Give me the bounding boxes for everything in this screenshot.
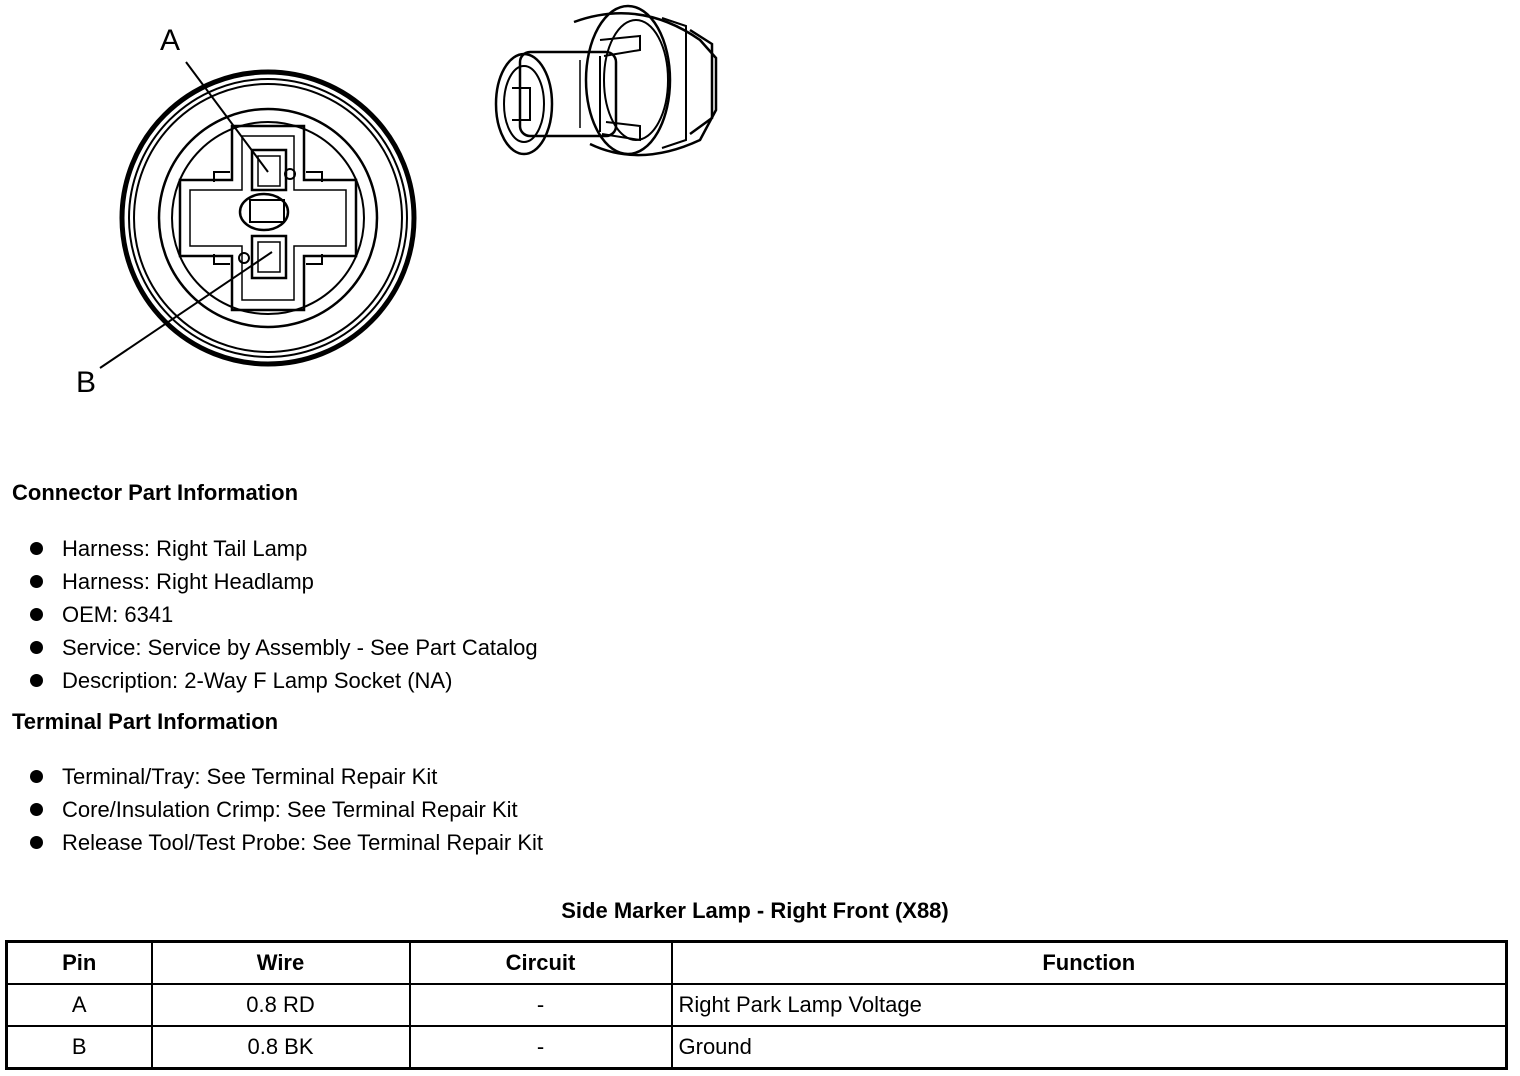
list-item-text: Terminal/Tray: See Terminal Repair Kit: [62, 764, 438, 789]
list-item: [28, 631, 538, 664]
column-header-pin: Pin: [7, 942, 152, 985]
function-cell: Ground: [672, 1026, 1507, 1069]
bullet-icon: [30, 674, 43, 687]
list-item: [28, 565, 538, 598]
table-header-row: [7, 942, 1507, 985]
list-item: [28, 598, 538, 631]
wire-cell: 0.8 BK: [152, 1026, 410, 1069]
pin-cell: B: [7, 1026, 152, 1069]
column-header-circuit: Circuit: [410, 942, 672, 985]
callout-leaders: [100, 62, 272, 368]
function-cell: Right Park Lamp Voltage: [672, 984, 1507, 1026]
table-row: [7, 1026, 1507, 1069]
bullet-icon: [30, 641, 43, 654]
list-item-text: Core/Insulation Crimp: See Terminal Repair Kit: [62, 797, 518, 822]
list-item-text: Harness: Right Headlamp: [62, 569, 314, 594]
bullet-icon: [30, 608, 43, 621]
list-item: [28, 664, 538, 697]
list-item: [28, 760, 543, 793]
callout-label-a: A: [160, 24, 181, 57]
list-item: [28, 826, 543, 859]
pin-cell: A: [7, 984, 152, 1026]
list-item: [28, 532, 538, 565]
table-row: [7, 984, 1507, 1026]
bullet-icon: [30, 770, 43, 783]
connector-drawing: [0, 0, 760, 420]
list-item-text: Service: Service by Assembly - See Part Catalog: [62, 635, 538, 660]
column-header-function: Function: [672, 942, 1507, 985]
list-item-text: Description: 2-Way F Lamp Socket (NA): [62, 668, 453, 693]
wire-cell: 0.8 RD: [152, 984, 410, 1026]
bullet-icon: [30, 836, 43, 849]
connector-part-information-heading: Connector Part Information: [12, 480, 299, 505]
column-header-wire: Wire: [152, 942, 410, 985]
connector-part-list: [28, 532, 538, 697]
socket-side-view: [496, 6, 716, 155]
circuit-cell: -: [410, 1026, 672, 1069]
bullet-icon: [30, 803, 43, 816]
list-item-text: Release Tool/Test Probe: See Terminal Repair Kit: [62, 830, 543, 855]
terminal-part-information-heading: Terminal Part Information: [12, 709, 279, 734]
circuit-cell: -: [410, 984, 672, 1026]
list-item-text: OEM: 6341: [62, 602, 174, 627]
socket-face-view: [122, 72, 414, 364]
connector-illustration: [0, 0, 760, 420]
list-item-text: Harness: Right Tail Lamp: [62, 536, 308, 561]
table-title: Side Marker Lamp - Right Front (X88): [561, 898, 949, 923]
bullet-icon: [30, 575, 43, 588]
pinout-table: [5, 940, 1508, 1070]
bullet-icon: [30, 542, 43, 555]
list-item: [28, 793, 543, 826]
callout-label-b: B: [76, 366, 97, 399]
terminal-part-list: [28, 760, 543, 859]
